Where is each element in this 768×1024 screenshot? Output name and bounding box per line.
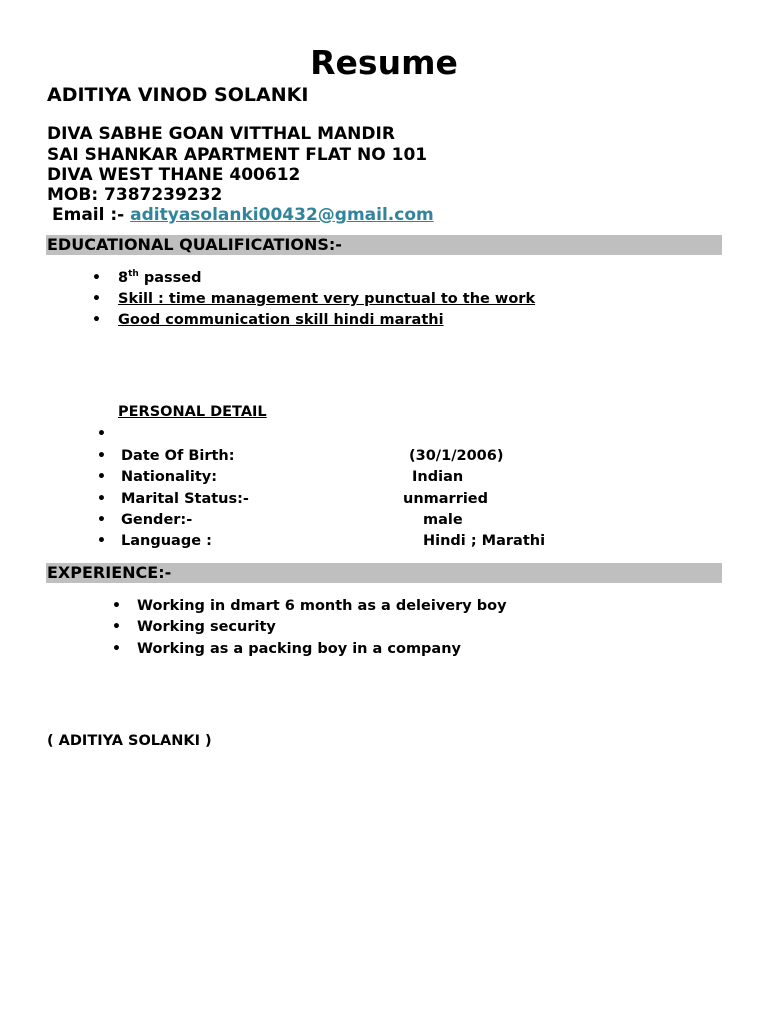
experience-item: Working in dmart 6 month as a deleivery boy (137, 598, 507, 614)
bullet-icon: • (112, 619, 121, 635)
email-link[interactable]: adityasolanki00432@gmail.com (130, 205, 434, 225)
gender-value: male (423, 512, 463, 528)
email-line (52, 205, 434, 225)
education-item: Skill : time management very punctual to the work (118, 291, 536, 307)
applicant-name: ADITIYA VINOD SOLANKI (47, 84, 309, 106)
marital-status-value: unmarried (403, 491, 489, 507)
bullet-icon: • (112, 598, 121, 614)
address-line-2: SAI SHANKAR APARTMENT FLAT NO 101 (47, 145, 428, 165)
education-heading: EDUCATIONAL QUALIFICATIONS:- (46, 235, 722, 255)
page-title: Resume (310, 43, 458, 82)
personal-detail-heading: PERSONAL DETAIL (118, 404, 267, 420)
bullet-icon: • (97, 512, 106, 528)
experience-item: Working as a packing boy in a company (137, 641, 461, 657)
experience-heading: EXPERIENCE:- (46, 563, 722, 583)
email-label: Email :- (52, 205, 125, 225)
bullet-icon: • (92, 270, 101, 286)
bullet-icon: • (97, 469, 106, 485)
dob-label: Date Of Birth: (121, 448, 235, 464)
marital-status-label: Marital Status:- (121, 491, 249, 507)
bullet-icon: • (97, 426, 106, 442)
education-item: 8th passed (118, 269, 202, 286)
address-line-3: DIVA WEST THANE 400612 (47, 165, 301, 185)
education-item: Good communication skill hindi marathi (118, 312, 444, 328)
bullet-icon: • (92, 312, 101, 328)
bullet-icon: • (97, 491, 106, 507)
bullet-icon: • (97, 448, 106, 464)
nationality-value: Indian (412, 469, 464, 485)
nationality-label: Nationality: (121, 469, 218, 485)
language-label: Language : (121, 533, 212, 549)
bullet-icon: • (92, 291, 101, 307)
language-value: Hindi ; Marathi (423, 533, 546, 549)
bullet-icon: • (97, 533, 106, 549)
gender-label: Gender:- (121, 512, 193, 528)
experience-item: Working security (137, 619, 276, 635)
address-line-1: DIVA SABHE GOAN VITTHAL MANDIR (47, 124, 395, 144)
mobile-number: MOB: 7387239232 (47, 185, 223, 205)
dob-value: (30/1/2006) (409, 448, 504, 464)
signature: ( ADITIYA SOLANKI ) (47, 733, 212, 749)
bullet-icon: • (112, 641, 121, 657)
